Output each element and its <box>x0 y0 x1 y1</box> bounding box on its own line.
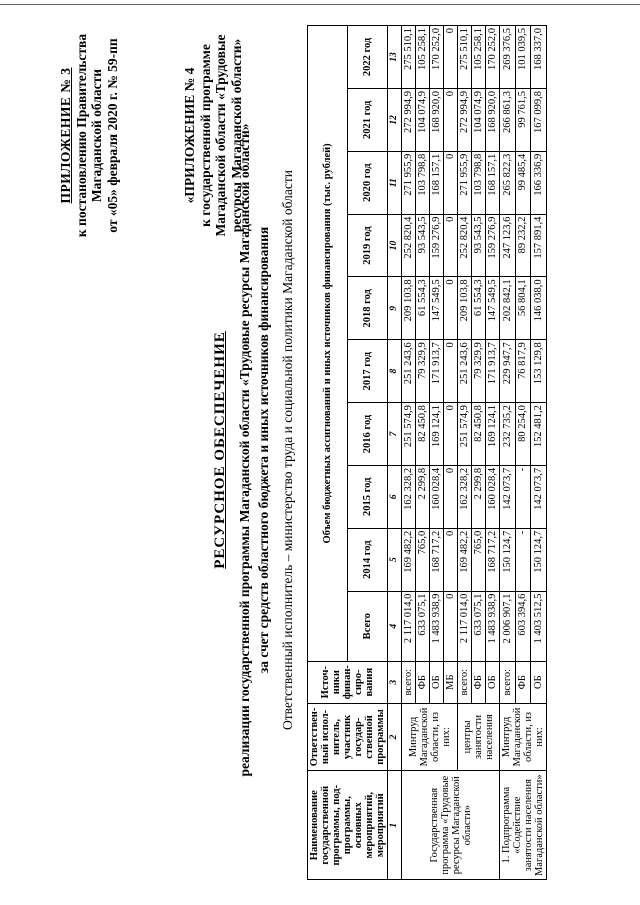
amount-cell: 56 804,1 <box>515 277 531 340</box>
appendix-4-line: к государственной программе <box>197 44 213 227</box>
column-number: 6 <box>388 465 402 528</box>
executor-name: центры занятости населения <box>458 703 500 771</box>
amount-cell: 252 820,4 <box>402 214 416 277</box>
appendix-4-line: ресурсы Магаданской области» <box>228 38 244 233</box>
amount-cell: 272 994,9 <box>402 88 416 151</box>
amount-cell: 82 450,8 <box>472 403 486 466</box>
amount-cell: 142 073,7 <box>531 465 547 528</box>
funding-source: всего: <box>402 661 416 703</box>
subprogram-name: 1. Подпрограмма «Содействие занятости населения Магаданской области» <box>500 771 547 880</box>
amount-cell: 146 038,0 <box>531 277 547 340</box>
amount-cell: 0 <box>444 403 458 466</box>
column-number: 11 <box>388 151 402 214</box>
amount-cell: 104 074,9 <box>416 88 430 151</box>
amount-cell: 272 994,9 <box>458 88 472 151</box>
amount-cell: 0 <box>444 528 458 591</box>
amount-cell: 89 232,2 <box>515 214 531 277</box>
amount-cell: 153 129,8 <box>531 340 547 403</box>
amount-cell: 271 955,9 <box>458 151 472 214</box>
amount-cell: 168 717,2 <box>430 528 444 591</box>
amount-cell: 160 028,4 <box>430 465 444 528</box>
header-year: 2014 год <box>348 528 388 591</box>
amount-cell: 79 329,9 <box>472 340 486 403</box>
column-number-row <box>388 26 402 880</box>
amount-cell: 99 485,4 <box>515 151 531 214</box>
amount-cell: 633 075,1 <box>416 591 430 661</box>
column-number: 2 <box>388 703 402 771</box>
table-row <box>458 26 472 880</box>
column-number: 5 <box>388 528 402 591</box>
amount-cell: 99 761,5 <box>515 88 531 151</box>
appendix-3-line: Магаданской области <box>89 68 104 203</box>
amount-cell: 765,0 <box>472 528 486 591</box>
amount-cell: 229 947,7 <box>500 340 516 403</box>
amount-cell: 61 554,3 <box>416 277 430 340</box>
amount-cell: - <box>515 465 531 528</box>
amount-cell: 0 <box>444 465 458 528</box>
amount-cell: 209 103,8 <box>402 277 416 340</box>
program-name: Государственная программа «Трудовые ресурсы Магаданской области» <box>402 771 500 880</box>
amount-cell: 103 798,8 <box>472 151 486 214</box>
amount-cell: 2 117 014,0 <box>458 591 472 661</box>
column-number: 10 <box>388 214 402 277</box>
amount-cell: 147 549,5 <box>430 277 444 340</box>
column-number: 8 <box>388 340 402 403</box>
amount-cell: 1 483 938,9 <box>430 591 444 661</box>
amount-cell: 79 329,9 <box>416 340 430 403</box>
amount-cell: 152 481,2 <box>531 403 547 466</box>
amount-cell: 765,0 <box>416 528 430 591</box>
header-volume: Объем бюджетных ассигнований и иных источников финансирования (тыс. рублей) <box>308 26 348 662</box>
header-year: 2017 год <box>348 340 388 403</box>
amount-cell: 159 276,9 <box>430 214 444 277</box>
amount-cell: 275 510,1 <box>402 26 416 89</box>
amount-cell: 251 243,6 <box>402 340 416 403</box>
appendix-4-line: Магаданской области «Трудовые <box>213 34 228 237</box>
amount-cell: 265 822,3 <box>500 151 516 214</box>
amount-cell: 0 <box>444 340 458 403</box>
amount-cell: 252 820,4 <box>458 214 472 277</box>
amount-cell: 247 123,6 <box>500 214 516 277</box>
amount-cell: 0 <box>444 214 458 277</box>
amount-cell: 1 403 512,5 <box>531 591 547 661</box>
amount-cell: 142 073,7 <box>500 465 516 528</box>
amount-cell: 269 376,5 <box>500 26 516 89</box>
amount-cell: 1 483 938,9 <box>486 591 500 661</box>
amount-cell: 170 252,0 <box>486 26 500 89</box>
column-number: 7 <box>388 403 402 466</box>
amount-cell: 0 <box>444 591 458 661</box>
executor-name: Минтруд Магаданской области, из них: <box>402 703 458 771</box>
amount-cell: 101 039,5 <box>515 26 531 89</box>
amount-cell: 168 717,2 <box>486 528 500 591</box>
amount-cell: 169 124,1 <box>486 403 500 466</box>
header-year: 2020 год <box>348 151 388 214</box>
amount-cell: 169 482,2 <box>458 528 472 591</box>
amount-cell: 251 243,6 <box>458 340 472 403</box>
table-body <box>402 26 547 880</box>
amount-cell: 76 817,9 <box>515 340 531 403</box>
column-number: 1 <box>388 771 402 880</box>
funding-source: ОБ <box>531 661 547 703</box>
amount-cell: 603 394,6 <box>515 591 531 661</box>
amount-cell: 633 075,1 <box>472 591 486 661</box>
header-year: 2022 год <box>348 26 388 89</box>
header-year: 2016 год <box>348 403 388 466</box>
funding-source: ФБ <box>416 661 430 703</box>
amount-cell: 160 028,4 <box>486 465 500 528</box>
appendix-3-block <box>58 33 120 238</box>
amount-cell: 168 157,1 <box>430 151 444 214</box>
amount-cell: 162 328,2 <box>458 465 472 528</box>
column-number: 3 <box>388 661 402 703</box>
amount-cell: 232 735,2 <box>500 403 516 466</box>
header-year: 2021 год <box>348 88 388 151</box>
amount-cell: 171 913,7 <box>486 340 500 403</box>
amount-cell: 170 252,0 <box>430 26 444 89</box>
column-number: 9 <box>388 277 402 340</box>
amount-cell: 2 299,8 <box>416 465 430 528</box>
appendix-4-heading: «ПРИЛОЖЕНИЕ № 4 <box>182 67 197 204</box>
amount-cell: - <box>515 528 531 591</box>
resource-table <box>307 25 547 880</box>
funding-source: всего: <box>500 661 516 703</box>
amount-cell: 266 861,3 <box>500 88 516 151</box>
amount-cell: 0 <box>444 26 458 89</box>
amount-cell: 93 543,5 <box>472 214 486 277</box>
header-source: Источ-ники финан-сиро-вания <box>308 661 388 703</box>
amount-cell: 202 842,1 <box>500 277 516 340</box>
amount-cell: 2 117 014,0 <box>402 591 416 661</box>
column-number: 13 <box>388 26 402 89</box>
amount-cell: 61 554,3 <box>472 277 486 340</box>
funding-source: ФБ <box>515 661 531 703</box>
amount-cell: 105 258,1 <box>416 26 430 89</box>
amount-cell: 168 337,0 <box>531 26 547 89</box>
executor-name: Минтруд Магаданской области, из них: <box>500 703 547 771</box>
amount-cell: 162 328,2 <box>402 465 416 528</box>
funding-source: МБ <box>444 661 458 703</box>
funding-source: ОБ <box>430 661 444 703</box>
amount-cell: 105 258,1 <box>472 26 486 89</box>
amount-cell: 168 157,1 <box>486 151 500 214</box>
amount-cell: 169 482,2 <box>402 528 416 591</box>
column-number: 4 <box>388 591 402 661</box>
amount-cell: 0 <box>444 277 458 340</box>
amount-cell: 166 336,9 <box>531 151 547 214</box>
amount-cell: 169 124,1 <box>430 403 444 466</box>
appendix-3-heading: ПРИЛОЖЕНИЕ № 3 <box>58 67 73 204</box>
appendix-3-line: к постановлению Правительства <box>73 33 89 238</box>
amount-cell: 80 254,0 <box>515 403 531 466</box>
header-year: 2018 год <box>348 277 388 340</box>
amount-cell: 147 549,5 <box>486 277 500 340</box>
header-executor: Ответствен-ный испол-нитель, участник государ-ственной программы <box>308 703 388 771</box>
column-number: 12 <box>388 88 402 151</box>
table-row <box>500 26 516 880</box>
table-row <box>402 26 416 880</box>
appendix-3-line: от «05» февраля 2020 г. № 59-пп <box>104 38 120 233</box>
amount-cell: 150 124,7 <box>531 528 547 591</box>
document-title: РЕСУРСНОЕ ОБЕСПЕЧЕНИЕ <box>212 331 228 569</box>
funding-source: ОБ <box>486 661 500 703</box>
amount-cell: 251 574,9 <box>402 403 416 466</box>
amount-cell: 104 074,9 <box>472 88 486 151</box>
funding-source: ФБ <box>472 661 486 703</box>
amount-cell: 0 <box>444 151 458 214</box>
amount-cell: 82 450,8 <box>416 403 430 466</box>
amount-cell: 0 <box>444 88 458 151</box>
header-total: Всего <box>348 591 388 661</box>
document-subtitle-2: за счет средств областного бюджета и иных источников финансирования <box>256 226 271 674</box>
header-name: Наименование государственной программы, под-программы, основных мероприятий, мероприятий <box>308 771 388 880</box>
amount-cell: 271 955,9 <box>402 151 416 214</box>
table-header-row <box>308 26 348 880</box>
amount-cell: 168 920,0 <box>430 88 444 151</box>
responsible-executor-line: Ответственный исполнитель – министерство труда и социальной политики Магаданской области <box>280 169 295 731</box>
amount-cell: 150 124,7 <box>500 528 516 591</box>
amount-cell: 93 543,5 <box>416 214 430 277</box>
amount-cell: 251 574,9 <box>458 403 472 466</box>
header-year: 2019 год <box>348 214 388 277</box>
amount-cell: 103 798,8 <box>416 151 430 214</box>
amount-cell: 159 276,9 <box>486 214 500 277</box>
document-subtitle: реализации государственной программы Магаданской области «Трудовые ресурсы Магаданской области» <box>237 123 252 777</box>
amount-cell: 157 891,4 <box>531 214 547 277</box>
amount-cell: 2 006 907,1 <box>500 591 516 661</box>
header-year: 2015 год <box>348 465 388 528</box>
amount-cell: 168 920,0 <box>486 88 500 151</box>
amount-cell: 167 099,8 <box>531 88 547 151</box>
funding-source: всего: <box>458 661 472 703</box>
amount-cell: 209 103,8 <box>458 277 472 340</box>
amount-cell: 171 913,7 <box>430 340 444 403</box>
amount-cell: 275 510,1 <box>458 26 472 89</box>
amount-cell: 2 299,8 <box>472 465 486 528</box>
